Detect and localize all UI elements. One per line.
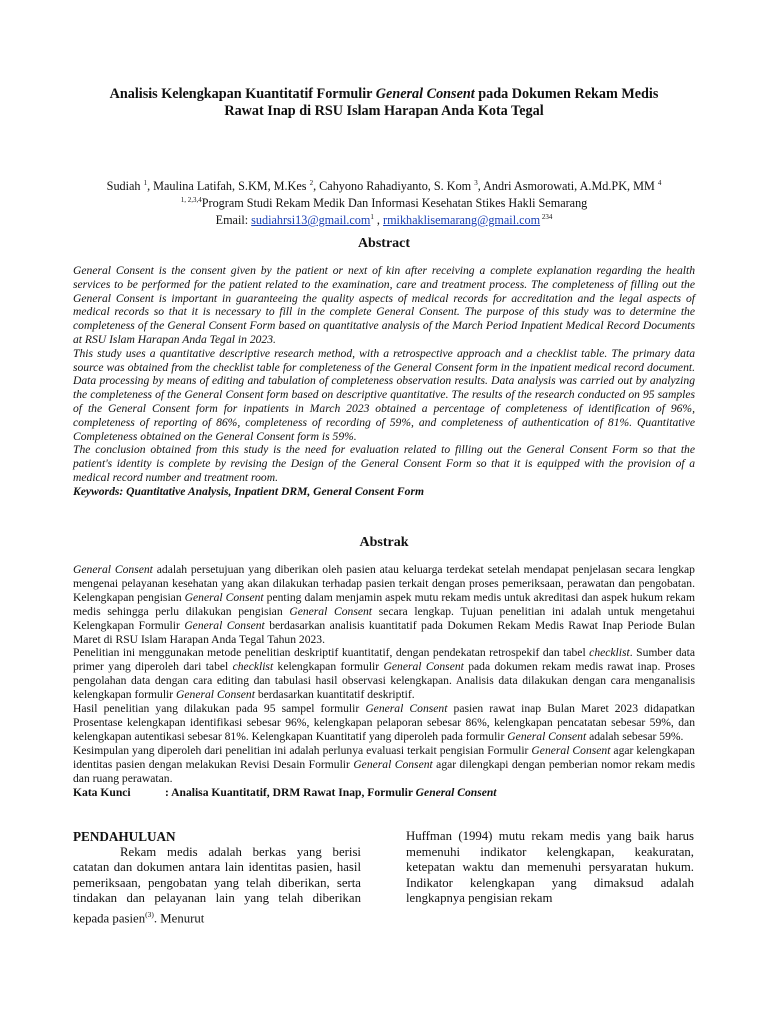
abstrak-paragraph-3: Hasil penelitian yang dilakukan pada 95 sampel formulir General Consent pasien rawat inap Bulan Maret 2023 didapatkan Prosentase kelengkapan identifikasi sebesar 96%, kelengkapan pelaporan sebesar 86%, kelengkapan pencatatan sebesar 59%, dan kelengkapan autentikasi sebesar 81%. Kelengkapan Kuantitatif yang diperoleh pada formulir General Consent adalah sebesar 59%.: [73, 702, 695, 743]
email-link-1[interactable]: sudiahrsi13@gmail.com: [251, 213, 371, 228]
abstract-heading: Abstract: [357, 236, 411, 251]
title-line-1: Analisis Kelengkapan Kuantitatif Formulir General Consent pada Dokumen Rekam Medis: [109, 86, 659, 102]
abstract-paragraph-3: The conclusion obtained from this study is the need for evaluation related to filling out the General Consent Form so that the patient's identity is complete by revising the Design of the General Consent Form so that it is equipped with the provision of a medical record number and treatment room.: [73, 443, 695, 484]
keywords-en: Keywords: Quantitative Analysis, Inpatient DRM, General Consent Form: [73, 484, 424, 498]
abstrak-heading: Abstrak: [359, 535, 409, 550]
paper-title: [60, 86, 708, 120]
email-line: Email: sudiahrsi13@gmail.com$^1$ , rmikhaklisemarang@gmail.com $^{234}$: [215, 213, 553, 228]
body-paragraph-right: Huffman (1994) mutu rekam medis yang baik harus memenuhi indikator kelengkapan, keakuratan, ketepatan waktu dan memenuhi persyaratan hukum. Indikator kelengkapan yang dimaksud adalah lengkapnya pengisian rekam: [406, 829, 694, 906]
abstrak-paragraph-4: Kesimpulan yang diperoleh dari penelitian ini adalah perlunya evaluasi terkait pengisian Formulir General Consent agar kelengkapan identitas pasien dengan melakukan Revisi Desain Formulir General Consent agar dilengkapi dengan pemberian nomor rekam medis dan ruang perawatan.: [73, 743, 695, 785]
abstrak-paragraph-2: Penelitian ini menggunakan metode penelitian deskriptif kuantitatif, dengan pendekatan retrospekif dan tabel checklist. Sumber data primer yang diperoleh dari tabel checklist kelengkapan formulir General Consent pada dokumen rekam medis rawat inap. Proses pengolahan data dengan cara editing dan tabulasi hasil observasi kelengkapan. Analisis data dilakukan dengan cara menganalisis kelengkapan formulir General Consent berdasarkan kuantitatif deskriptif.: [73, 646, 695, 702]
affiliation: $^{1, 2,3,4}$Program Studi Rekam Medik Dan Informasi Kesehatan Stikes Hakli Semarang: [180, 196, 588, 211]
abstrak-paragraph-1: General Consent adalah persetujuan yang diberikan oleh pasien atau keluarga terdekat setelah mendapat penjelasan secara lengkap mengenai pelayanan kesehatan yang akan dilakukan terhadap pasien terkait dengan proses pemeriksaan, perawatan dan pengobatan. Kelengkapan pengisian General Consent penting dalam menjamin aspek mutu rekam medis untuk akreditasi dan aspek hukum rekam medis sehingga perlu dilakukan pengisian General Consent secara lengkap. Tujuan penelitian ini adalah untuk mengetahui Kelengkapan Formulir General Consent berdasarkan analisis kuantitatif pada Dokumen Rekam Medis Rawat Inap Periode Bulan Maret di RSU Islam Harapan Anda Tegal Tahun 2023.: [73, 563, 695, 646]
abstrak-text: [73, 563, 695, 799]
section-heading-pendahuluan: PENDAHULUAN: [73, 829, 176, 844]
body-left-column: [73, 829, 361, 927]
keywords-id: Kata Kunci : Analisa Kuantitatif, DRM Rawat Inap, Formulir General Consent: [73, 785, 497, 799]
author-block: [40, 176, 728, 227]
title-line-2: Rawat Inap di RSU Islam Harapan Anda Kota Tegal: [224, 103, 544, 119]
email-link-2[interactable]: rmikhaklisemarang@gmail.com: [383, 213, 541, 228]
author-list: Sudiah $^1$, Maulina Latifah, S.KM, M.Kes $^2$, Cahyono Rahadiyanto, S. Kom $^3$, Andri Asmorowati, A.Md.PK, MM $^4$: [106, 179, 662, 194]
body-paragraph-left: Rekam medis adalah berkas yang berisi catatan dan dokumen antara lain identitas pasien, hasil pemeriksaan, pengobatan yang telah diberikan, serta tindakan dan pelayanan lain yang telah diberikan kepada pasien$^{(3)}$. Menurut: [73, 844, 361, 926]
abstract-paragraph-1: General Consent is the consent given by the patient or next of kin after receiving a complete explanation regarding the health services to be performed for the patient related to the examination, care and treatment process. The completeness of filling out the General Consent is important in guaranteeing the quality aspects of medical records for accreditation and the legal aspects of medical records so that it is necessary to fill in the complete General Consent. The purpose of this study was to determine the completeness of the General Consent Form based on quantitative analysis of the March Period Inpatient Medical Record Documents at RSU Islam Harapan Anda Tegal in 2023.: [73, 264, 695, 346]
abstract-text: [73, 264, 695, 499]
abstract-paragraph-2: This study uses a quantitative descriptive research method, with a retrospective approach and a checklist table. The primary data source was obtained from the checklist table for completeness of the General Consent form in the inpatient medical record document. Data processing by means of editing and tabulation of completeness observation results. Data analysis was carried out by analyzing the completeness of the General Consent form based on descriptive quantitative. The results of the research conducted on 95 samples of the General Consent form for inpatients in March 2023 obtained a percentage of completeness of identification of 96%, completeness of reporting of 86%, completeness of recording of 59%, and completeness of authentication of 81%. Quantitative Completeness obtained on the General Consent form is 59%.: [73, 346, 695, 443]
body-right-column: [406, 829, 694, 907]
